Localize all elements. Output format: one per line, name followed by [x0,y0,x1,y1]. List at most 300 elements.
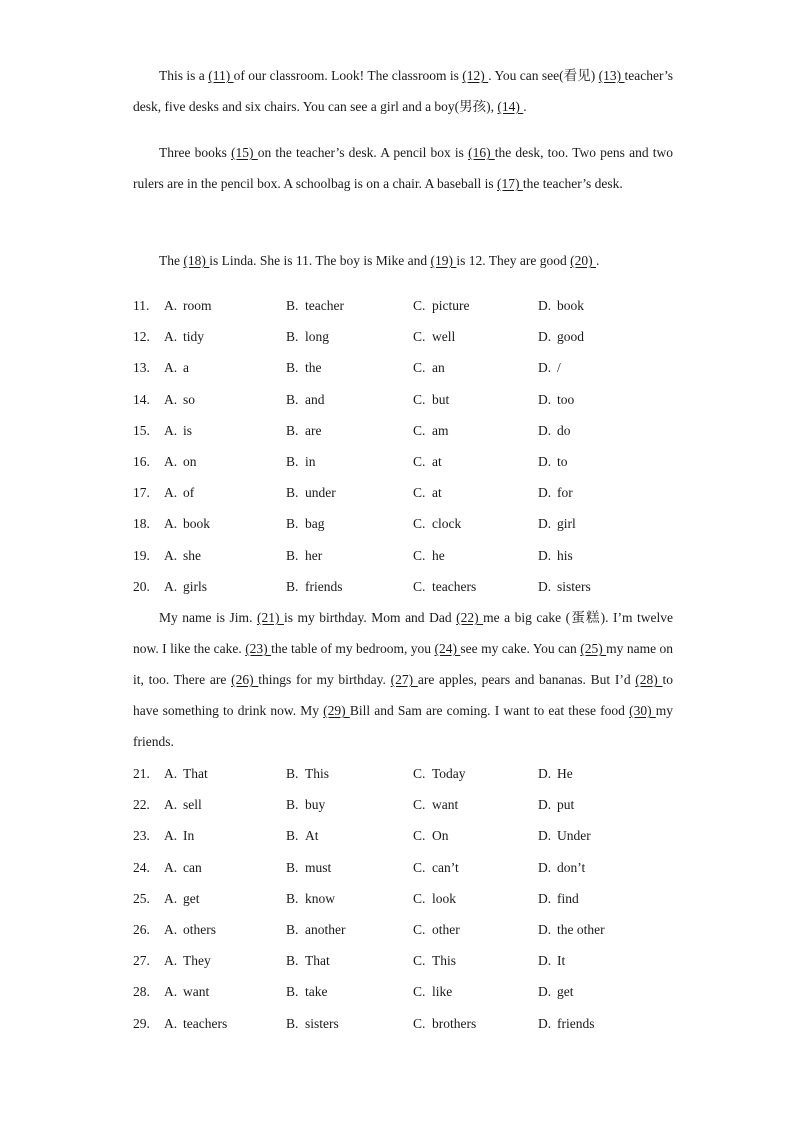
option-c [413,290,469,321]
option-letter: D. [538,578,552,594]
passage-text: of our classroom. Look! The classroom is [233,68,463,83]
option-a [164,415,192,446]
option-d [538,883,579,914]
option-text: do [557,422,571,438]
option-letter: A. [164,298,178,313]
blank-slot: (15) [231,145,258,160]
option-text: the [305,360,322,376]
option-text: At [305,828,319,844]
question-number: 27. [133,953,150,969]
passage-text: is my birthday. Mom and Dad [283,610,457,625]
passage-text: . [595,253,600,268]
option-letter: A. [164,453,178,469]
passage-text: is Linda. She is 11. The boy is Mike and [209,253,431,268]
option-letter: A. [164,422,178,438]
passage-text: are apples, pears and bananas. But I’d [417,672,636,687]
option-letter: C. [413,766,426,781]
option-c [413,852,459,883]
question-row [133,352,673,383]
option-letter: D. [538,984,552,1000]
question-row [133,852,673,883]
option-a [164,976,209,1007]
option-text: know [305,890,335,906]
question-row [133,571,673,602]
option-letter: B. [286,329,299,345]
option-d [538,540,573,571]
option-a [164,508,210,539]
option-letter: C. [413,547,426,563]
blank-slot: (14) [497,99,524,114]
passage-text: is 12. They are good [456,253,571,268]
option-letter: D. [538,828,552,844]
option-letter: A. [164,766,178,781]
option-text: a [183,360,189,376]
option-c [413,758,466,789]
option-text: on [183,453,197,469]
question-row [133,976,673,1007]
option-letter: D. [538,329,552,345]
passage1-paragraph2 [133,137,673,199]
option-text: of [183,485,195,501]
option-letter: C. [413,578,426,594]
option-d [538,914,605,945]
option-text: On [432,828,449,844]
option-text: get [183,890,200,906]
option-letter: D. [538,797,552,813]
option-d [538,758,573,789]
option-c [413,789,458,820]
option-a [164,789,202,820]
option-text: others [183,921,216,937]
option-text: want [432,797,459,813]
option-text: girl [557,516,576,532]
question-row [133,290,673,321]
option-letter: B. [286,953,299,969]
option-letter: C. [413,360,426,376]
question-number: 19. [133,547,150,563]
option-text: bag [305,516,325,532]
option-text: and [305,391,325,407]
option-letter: C. [413,329,426,345]
option-c [413,446,442,477]
option-c [413,1008,476,1039]
question-row [133,883,673,914]
option-text: good [557,329,584,345]
option-letter: C. [413,516,426,532]
question-number: 25. [133,890,150,906]
blank-slot: (20) [570,253,596,268]
option-letter: D. [538,360,552,376]
option-letter: D. [538,859,552,875]
option-d [538,477,573,508]
option-d [538,820,591,851]
blank-slot: (11) [208,68,234,83]
option-a [164,914,216,945]
option-b [286,321,329,352]
option-letter: B. [286,298,299,313]
option-a [164,852,202,883]
blank-slot: (25) [580,641,607,656]
option-b [286,415,321,446]
option-text: too [557,391,575,407]
option-c [413,477,442,508]
option-text: He [557,766,573,781]
option-letter: C. [413,391,426,407]
option-c [413,914,460,945]
option-letter: B. [286,422,299,438]
option-text: put [557,797,575,813]
option-d [538,571,591,602]
option-a [164,384,195,415]
option-letter: B. [286,516,299,532]
question-number: 13. [133,360,150,376]
option-b [286,820,319,851]
option-text: his [557,547,573,563]
blank-slot: (24) [434,641,461,656]
question-row [133,758,673,789]
passage-text: to have something to drink now. My [133,672,674,718]
option-b [286,1008,339,1039]
option-letter: A. [164,360,178,376]
option-letter: B. [286,984,299,1000]
question-number: 23. [133,828,150,844]
option-b [286,852,331,883]
question-number: 17. [133,485,150,501]
option-b [286,384,325,415]
option-d [538,290,584,321]
option-text: the other [557,921,605,937]
option-text: clock [432,516,462,532]
option-letter: B. [286,766,299,781]
option-b [286,945,330,976]
option-letter: A. [164,391,178,407]
passage1-paragraph3 [133,245,673,276]
option-letter: D. [538,890,552,906]
passage-text: on the teacher’s desk. A pencil box is [257,145,469,160]
passage-text: . You can see(看见) [488,68,599,83]
question-row [133,1008,673,1039]
option-b [286,290,344,321]
option-b [286,883,335,914]
option-text: long [305,329,330,345]
option-text: teachers [432,578,477,594]
option-text: It [557,953,566,969]
blank-slot: (12) [462,68,489,83]
option-letter: C. [413,1015,426,1031]
option-text: take [305,984,328,1000]
option-d [538,321,584,352]
passage-text: . [523,99,527,114]
option-letter: B. [286,1015,299,1031]
option-text: other [432,921,460,937]
option-text: look [432,890,457,906]
passage-text: the desk, too. Two pens and two rulers are in the pencil box. A schoolbag is on a chair. A baseball is [133,145,673,191]
option-text: for [557,485,573,501]
option-c [413,321,455,352]
option-letter: D. [538,921,552,937]
option-text: teacher [305,298,344,313]
option-letter: C. [413,422,426,438]
option-d [538,384,574,415]
passage-text: the table of my bedroom, you [271,641,435,656]
option-letter: C. [413,890,426,906]
question-number: 22. [133,797,150,813]
option-letter: B. [286,578,299,594]
option-b [286,540,322,571]
option-text: don’t [557,859,586,875]
passage2-paragraph [133,602,673,757]
blank-slot: (28) [635,672,663,687]
option-text: That [305,953,330,969]
option-d [538,352,561,383]
option-letter: D. [538,1015,552,1031]
question-row [133,914,673,945]
option-letter: A. [164,329,178,345]
option-text: / [557,360,561,376]
option-letter: D. [538,953,552,969]
option-text: book [557,298,584,313]
option-text: girls [183,578,208,594]
option-letter: C. [413,953,426,969]
question-row [133,540,673,571]
option-letter: D. [538,391,552,407]
option-b [286,758,329,789]
option-text: sisters [557,578,591,594]
option-text: tidy [183,329,205,345]
option-c [413,820,449,851]
option-text: like [432,984,453,1000]
option-letter: B. [286,360,299,376]
option-letter: A. [164,984,178,1000]
option-letter: B. [286,391,299,407]
option-a [164,321,204,352]
option-text: another [305,921,346,937]
option-b [286,976,328,1007]
option-a [164,290,212,321]
option-letter: A. [164,578,178,594]
option-letter: D. [538,453,552,469]
option-text: Under [557,828,591,844]
option-b [286,571,343,602]
option-b [286,477,336,508]
question-number: 29. [133,1015,150,1031]
passage-text: my friends. [133,703,674,749]
option-text: brothers [432,1015,477,1031]
blank-slot: (21) [256,610,284,625]
passage1-paragraph1 [133,60,673,122]
option-text: book [183,516,210,532]
option-letter: A. [164,516,178,532]
option-letter: B. [286,828,299,844]
option-text: am [432,422,449,438]
passage-text: Three books [159,145,232,160]
option-b [286,352,322,383]
option-text: under [305,485,336,501]
passage-text: my name on it, too. There are [133,641,673,687]
option-text: want [183,984,210,1000]
option-text: sell [183,797,202,813]
option-letter: A. [164,797,178,813]
option-text: can’t [432,859,459,875]
option-text: he [432,547,445,563]
option-text: an [432,360,445,376]
option-text: This [305,766,330,781]
option-letter: A. [164,859,178,875]
question-row [133,384,673,415]
option-a [164,352,189,383]
option-letter: D. [538,547,552,563]
question-number: 12. [133,329,150,345]
passage-text: me a big cake (蛋糕). I’m twelve now. I like the cake. [133,610,673,656]
option-text: at [432,485,442,501]
question-number: 18. [133,516,150,532]
question-number: 16. [133,453,150,469]
option-b [286,508,325,539]
question-row [133,477,673,508]
option-text: at [432,453,442,469]
option-text: sisters [305,1015,339,1031]
option-text: get [557,984,574,1000]
option-c [413,508,461,539]
option-letter: A. [164,921,178,937]
option-text: are [305,422,322,438]
question-row [133,945,673,976]
passage-text: see my cake. You can [460,641,581,656]
option-letter: D. [538,516,552,532]
blank-slot: (13) [598,68,625,83]
option-text: so [183,391,196,407]
passage-text: My name is Jim. [159,610,257,625]
blank-slot: (27) [390,672,418,687]
option-letter: D. [538,298,552,313]
option-text: buy [305,797,326,813]
option-text: but [432,391,450,407]
question-number: 14. [133,391,150,407]
question-number: 11. [133,298,150,313]
option-letter: C. [413,859,426,875]
question-row [133,446,673,477]
option-letter: C. [413,828,426,844]
option-letter: D. [538,485,552,501]
option-text: friends [557,1015,595,1031]
question-number: 15. [133,422,150,438]
option-c [413,883,456,914]
option-text: she [183,547,201,563]
option-a [164,477,194,508]
passage-text: teacher’s desk, five desks and six chairs. You can see a girl and a boy(男孩), [133,68,674,114]
option-c [413,976,452,1007]
option-a [164,446,197,477]
passage-text: the teacher’s desk. [522,176,623,191]
option-c [413,352,445,383]
option-b [286,789,325,820]
option-letter: A. [164,890,178,906]
question-list-21-29 [133,758,673,1039]
option-d [538,976,574,1007]
option-text: teachers [183,1015,228,1031]
option-letter: A. [164,485,178,501]
option-letter: B. [286,890,299,906]
blank-slot: (23) [245,641,272,656]
blank-slot: (29) [323,703,350,718]
passage-text: Bill and Sam are coming. I want to eat these food [349,703,630,718]
option-b [286,914,345,945]
option-letter: A. [164,953,178,969]
option-c [413,945,456,976]
question-number: 21. [133,766,150,781]
option-text: can [183,859,202,875]
option-c [413,384,449,415]
option-letter: B. [286,453,299,469]
option-letter: A. [164,1015,178,1031]
option-a [164,945,211,976]
option-letter: C. [413,797,426,813]
option-text: find [557,890,579,906]
question-number: 20. [133,578,150,594]
option-text: in [305,453,316,469]
option-text: That [183,766,208,781]
option-letter: C. [413,984,426,1000]
blank-slot: (18) [183,253,210,268]
option-letter: C. [413,921,426,937]
question-row [133,508,673,539]
option-c [413,571,476,602]
option-text: to [557,453,568,469]
option-letter: B. [286,485,299,501]
option-letter: B. [286,547,299,563]
passage-text: The [159,253,184,268]
option-text: her [305,547,323,563]
passage-text: things for my birthday. [258,672,391,687]
question-row [133,415,673,446]
option-d [538,1008,595,1039]
option-a [164,820,194,851]
option-text: room [183,298,212,313]
question-row [133,789,673,820]
option-letter: B. [286,859,299,875]
option-letter: A. [164,828,178,844]
blank-slot: (30) [629,703,656,718]
question-number: 26. [133,921,150,937]
option-letter: C. [413,298,426,313]
question-list-11-20 [133,290,673,602]
blank-slot: (16) [468,145,495,160]
option-a [164,1008,227,1039]
option-letter: D. [538,766,552,781]
option-text: picture [432,298,470,313]
option-letter: C. [413,453,426,469]
option-text: must [305,859,332,875]
option-d [538,446,568,477]
option-d [538,508,576,539]
option-text: is [183,422,193,438]
option-c [413,540,445,571]
blank-slot: (17) [497,176,523,191]
blank-slot: (26) [231,672,259,687]
option-text: This [432,953,457,969]
option-a [164,758,208,789]
question-number: 24. [133,859,150,875]
option-text: well [432,329,456,345]
question-number: 28. [133,984,150,1000]
option-a [164,883,200,914]
question-row [133,321,673,352]
option-text: friends [305,578,343,594]
option-d [538,415,571,446]
option-letter: A. [164,547,178,563]
option-text: They [183,953,211,969]
option-c [413,415,449,446]
